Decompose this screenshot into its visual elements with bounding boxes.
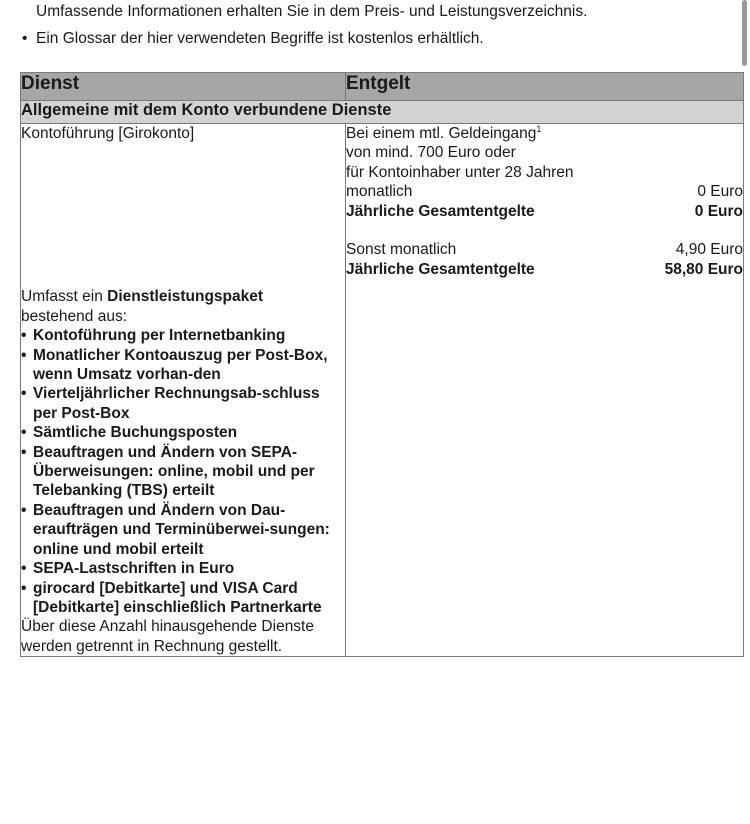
footnote-mark: 1 <box>536 123 542 134</box>
table-row <box>21 124 744 657</box>
service-cell <box>21 124 346 657</box>
package-intro-suffix: bestehend aus: <box>21 307 128 325</box>
package-list <box>21 326 345 617</box>
package-intro: Umfasst ein Dienstleistungspaket <box>21 288 264 306</box>
package-item: • Vierteljährlicher Rechnungsab-schluss per Post-Box <box>21 384 345 423</box>
condition-line: für Kontoinhaber unter 28 Jahren <box>346 163 574 181</box>
monthly-row: monatlich 0 Euro <box>346 183 743 201</box>
package-item: • girocard [Debitkarte] und VISA Card [Debitkarte] einschließlich Partnerkarte <box>21 579 345 618</box>
package-item: • Kontoführung per Internetbanking <box>21 326 345 345</box>
package-item: • Beauftragen und Ändern von SEPA-Überweisungen: online, mobil und per Telebanking (TBS) erteilt <box>21 443 345 501</box>
glossary-bullet <box>22 29 484 49</box>
glossary-text: Ein Glossar der hier verwendeten Begriffe ist kostenlos erhältlich. <box>36 30 484 47</box>
service-name: Kontoführung [Girokonto] <box>21 125 195 142</box>
package-item: • SEPA-Lastschriften in Euro <box>21 559 345 578</box>
package-item: • Beauftragen und Ändern von Dau-eraufträgen und Terminüberwei-sungen: online und mobil erteilt <box>21 501 345 559</box>
package-item: • Monatlicher Kontoauszug per Post-Box, wenn Umsatz vorhan-den <box>21 346 345 385</box>
condition-line: Bei einem mtl. Geldeingang$^1$ <box>346 123 542 142</box>
section-row <box>21 101 744 124</box>
fee-cell <box>346 124 744 657</box>
scrollbar[interactable] <box>742 0 747 66</box>
section-title: Allgemeine mit dem Konto verbundene Dienste <box>21 101 744 124</box>
else-monthly-row: Sonst monatlich 4,90 Euro <box>346 241 743 259</box>
condition-line: von mind. 700 Euro oder <box>346 144 516 162</box>
header-fee: Entgelt <box>346 73 744 101</box>
bullet-icon: • <box>22 30 28 47</box>
fee-table <box>20 72 744 657</box>
header-service: Dienst <box>21 73 346 101</box>
annual-row: Jährliche Gesamtentgelte 0 Euro <box>346 202 743 220</box>
package-item: • Sämtliche Buchungsposten <box>21 423 345 442</box>
else-annual-row: Jährliche Gesamtentgelte 58,80 Euro <box>346 260 743 278</box>
intro-text-line: Umfassende Informationen erhalten Sie in dem Preis- und Leistungsverzeichnis. <box>36 3 588 20</box>
table-header-row <box>21 73 744 101</box>
closing-note: Über diese Anzahl hinausgehende Dienste werden getrennt in Rechnung gestellt. <box>21 618 314 655</box>
